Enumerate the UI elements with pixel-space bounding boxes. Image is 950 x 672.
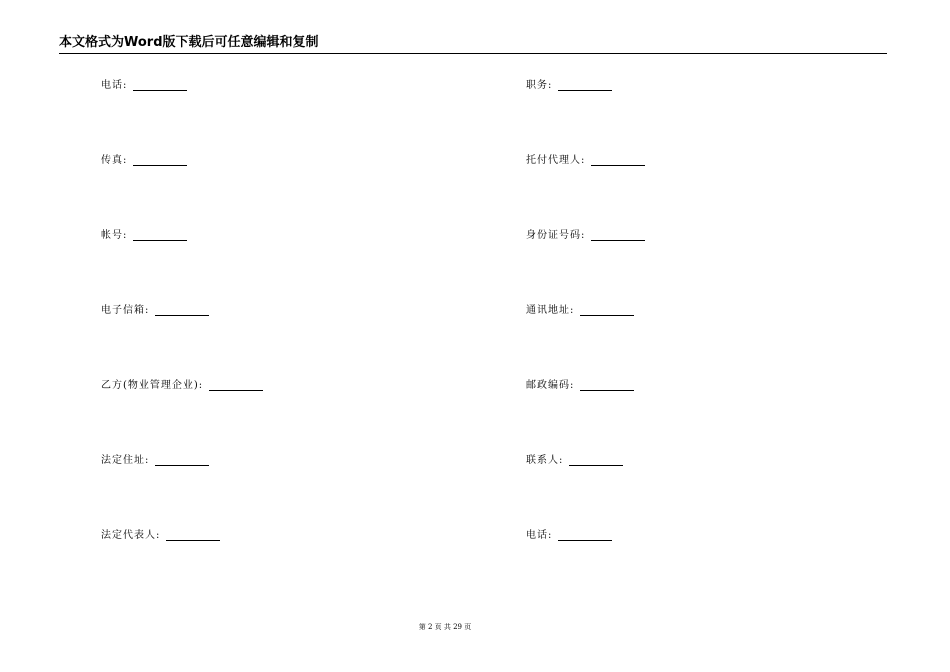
field-legal-address	[101, 455, 209, 467]
fill-blank[interactable]	[209, 380, 263, 391]
fill-blank[interactable]	[591, 230, 645, 241]
fill-blank[interactable]	[166, 530, 220, 541]
field-mailing-address	[526, 305, 634, 317]
field-label: 电话:	[101, 80, 128, 91]
field-phone-2	[526, 530, 612, 542]
field-legal-representative	[101, 530, 220, 542]
field-agent	[526, 155, 645, 167]
field-label: 联系人:	[526, 455, 564, 466]
field-label: 法定代表人:	[101, 530, 161, 541]
fill-blank[interactable]	[569, 455, 623, 466]
page-header	[59, 34, 887, 54]
field-label: 身份证号码:	[526, 230, 586, 241]
fill-blank[interactable]	[155, 455, 209, 466]
field-id-number	[526, 230, 645, 242]
field-account	[101, 230, 187, 242]
fill-blank[interactable]	[580, 305, 634, 316]
field-label: 邮政编码:	[526, 380, 575, 391]
fill-blank[interactable]	[133, 155, 187, 166]
field-label: 电话:	[526, 530, 553, 541]
field-fax	[101, 155, 187, 167]
field-contact-person	[526, 455, 623, 467]
field-postal-code	[526, 380, 634, 392]
fill-blank[interactable]	[580, 380, 634, 391]
field-label: 传真:	[101, 155, 128, 166]
field-label: 法定住址:	[101, 455, 150, 466]
field-party-b	[101, 380, 263, 392]
fill-blank[interactable]	[133, 80, 187, 91]
field-label: 托付代理人:	[526, 155, 586, 166]
field-email	[101, 305, 209, 317]
field-position	[526, 80, 612, 92]
fill-blank[interactable]	[155, 305, 209, 316]
fill-blank[interactable]	[558, 80, 612, 91]
fill-blank[interactable]	[558, 530, 612, 541]
field-label: 帐号:	[101, 230, 128, 241]
field-label: 通讯地址:	[526, 305, 575, 316]
fill-blank[interactable]	[133, 230, 187, 241]
field-label: 乙方(物业管理企业):	[101, 380, 204, 391]
header-title: 本文格式为Word版下载后可任意编辑和复制	[59, 35, 319, 50]
field-phone	[101, 80, 187, 92]
page-number: 第 2 页 共 29 页	[418, 623, 472, 631]
field-label: 职务:	[526, 80, 553, 91]
field-label: 电子信箱:	[101, 305, 150, 316]
fill-blank[interactable]	[591, 155, 645, 166]
